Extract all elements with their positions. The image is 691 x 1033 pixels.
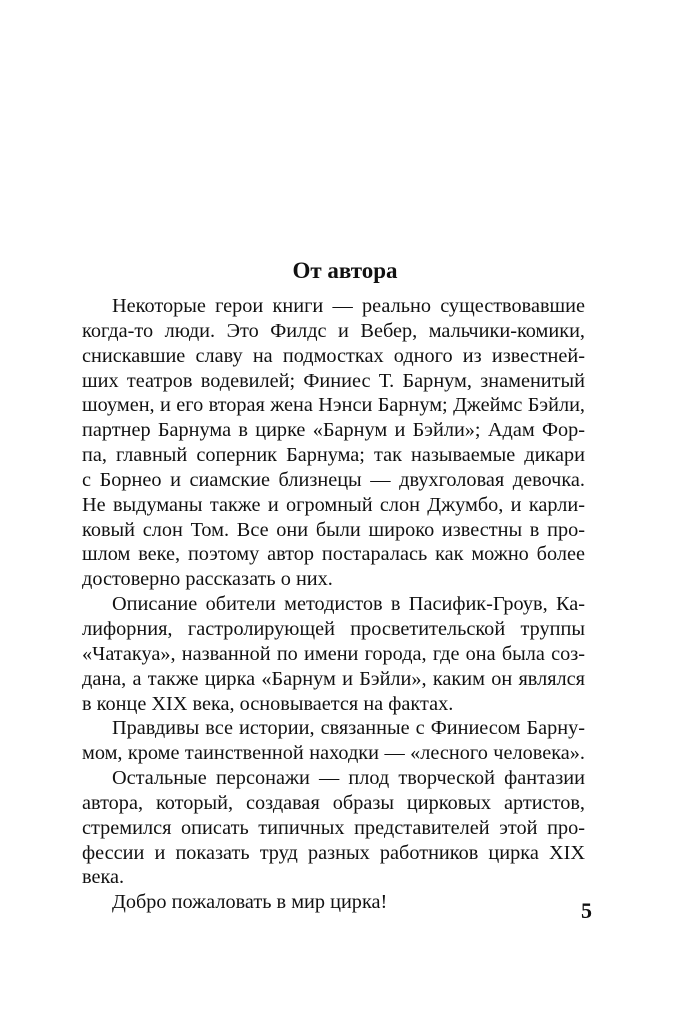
text-line: шоумен, и его вторая жена Нэнси Барнум; Джеймс Бэйли, <box>82 394 585 417</box>
text-line: с Борнео и сиамские близнецы — двухголовая девочка. <box>82 468 585 491</box>
text-line: дана, а также цирка «Барнум и Бэйли», каким он являлся <box>82 667 585 690</box>
paragraph <box>82 766 585 890</box>
text-line: когда-то люди. Это Филдс и Вебер, мальчики-комики, <box>82 319 585 342</box>
text-line: мом, кроме таинственной находки — «лесного человека». <box>82 742 585 765</box>
text-line: «Чатакуа», названной по имени города, где она была соз- <box>82 642 585 665</box>
paragraph <box>82 294 585 592</box>
paragraph <box>82 592 585 716</box>
text-line: Остальные персонажи — плод творческой фантазии <box>112 767 585 790</box>
text-line: стремился описать типичных представителей этой про- <box>82 816 585 839</box>
text-line: в конце XIX века, основывается на фактах. <box>82 692 454 715</box>
text-line: лифорния, гастролирующей просветительской труппы <box>82 617 585 640</box>
text-line: века. <box>82 866 125 889</box>
text-line: па, главный соперник Барнума; так называемые дикари <box>82 444 585 467</box>
paragraph <box>82 716 585 766</box>
text-line: Не выдуманы также и огромный слон Джумбо, и карли- <box>82 493 585 516</box>
text-line: Правдивы все истории, связанные с Финиесом Барну- <box>112 717 585 740</box>
text-line: ковый слон Том. Все они были широко известны в про- <box>82 518 585 541</box>
text-line: Описание обители методистов в Пасифик-Гроув, Ка- <box>112 593 585 616</box>
text-line: Добро пожаловать в мир цирка! <box>112 891 388 914</box>
chapter-heading: От автора <box>292 258 398 283</box>
text-line: партнер Барнума в цирке «Барнум и Бэйли»; Адам Фор- <box>82 419 585 442</box>
text-line: автора, который, создавая образы цирковых артистов, <box>82 791 585 814</box>
text-line: шлом веке, поэтому автор постаралась как можно более <box>82 543 585 566</box>
text-line: Некоторые герои книги — реально существовавшие <box>112 295 585 317</box>
text-line: снискавшие славу на подмостках одного из известней- <box>82 344 585 367</box>
body-text <box>82 294 585 915</box>
text-line: фессии и показать труд разных работников цирка XIX <box>82 841 585 864</box>
text-line: ших театров водевилей; Финиес Т. Барнум, знаменитый <box>82 369 585 392</box>
page-number: 5 <box>581 898 592 923</box>
text-line: достоверно рассказать о них. <box>82 568 333 591</box>
paragraph <box>82 890 585 915</box>
